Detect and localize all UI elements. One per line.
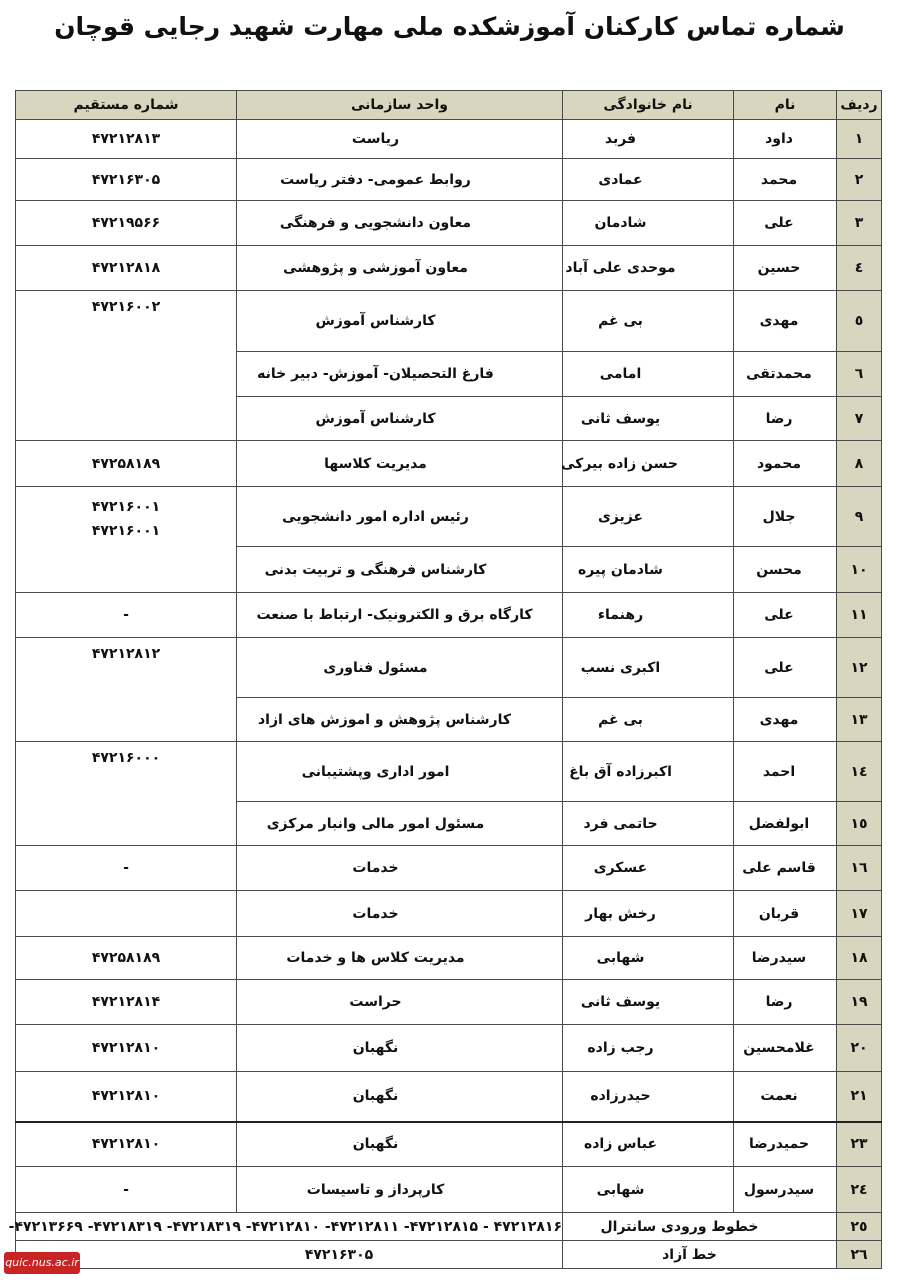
row-number: ۲ [837, 159, 882, 201]
last-name: یوسف ثانی [563, 397, 734, 441]
phone: - [16, 846, 237, 891]
last-name: شادمان [563, 201, 734, 246]
phone: ۴۷۲۱۹۵۶۶ [16, 201, 237, 246]
table-row [16, 441, 882, 487]
last-name: اکبری نسب [563, 638, 734, 698]
table-row [16, 201, 882, 246]
unit: ریاست [237, 120, 563, 159]
last-name: عمادی [563, 159, 734, 201]
row-number: ١٥ [837, 802, 882, 846]
table-row [16, 246, 882, 291]
free-line-phone: ۴۷۲۱۶۳۰۵ [16, 1241, 563, 1269]
last-name: حیدرزاده [563, 1072, 734, 1122]
table-row [16, 291, 882, 352]
first-name: محمد [734, 159, 837, 201]
table-row-free-line [16, 1241, 882, 1269]
row-number: ۱۸ [837, 937, 882, 980]
header-last-name: نام خانوادگی [563, 91, 734, 120]
phone: ۴۷۲۱۲۸۱۰ [16, 1072, 237, 1122]
row-number: ۲۱ [837, 1072, 882, 1122]
contacts-table [8, 90, 882, 1269]
header-first-name: نام [734, 91, 837, 120]
table-row [16, 1025, 882, 1072]
unit: مدیریت کلاس ها و خدمات [237, 937, 563, 980]
first-name: محمود [734, 441, 837, 487]
phone-number: ۴۷۲۱۶۰۰۱ [91, 499, 161, 515]
table-row [16, 487, 882, 547]
table-row [16, 159, 882, 201]
header-phone: شماره مستقیم [16, 91, 237, 120]
first-name: سیدرضا [734, 937, 837, 980]
last-name: شهابی [563, 937, 734, 980]
unit: کارشناس آموزش [237, 291, 563, 352]
phone: - [16, 1167, 237, 1213]
phone: ۴۷۲۱۲۸۱۸ [16, 246, 237, 291]
table-row [16, 937, 882, 980]
table-row [16, 638, 882, 698]
row-number: ١٤ [837, 742, 882, 802]
row-number: ١٦ [837, 846, 882, 891]
unit: رئیس اداره امور دانشجویی [237, 487, 563, 547]
row-number: ٥ [837, 291, 882, 352]
unit: امور اداری وپشتیبانی [237, 742, 563, 802]
table-row [16, 742, 882, 802]
unit: خدمات [237, 891, 563, 937]
first-name: سیدرسول [734, 1167, 837, 1213]
table-header-row [16, 91, 882, 120]
phone: ۴۷۲۱۲۸۱۳ [16, 120, 237, 159]
first-name: رضا [734, 980, 837, 1025]
first-name: داود [734, 120, 837, 159]
phone: ۴۷۲۱۲۸۱۰ [16, 1025, 237, 1072]
table-row [16, 1167, 882, 1213]
first-name: رضا [734, 397, 837, 441]
first-name: علی [734, 201, 837, 246]
unit: مسئول فناوری [237, 638, 563, 698]
table-row [16, 1122, 882, 1167]
first-name: علی [734, 593, 837, 638]
last-name: عسکری [563, 846, 734, 891]
row-number: ۱۰ [837, 547, 882, 593]
row-number: ۷ [837, 397, 882, 441]
unit: مسئول امور مالی وانبار مرکزی [237, 802, 563, 846]
unit: فارغ التحصیلان- آموزش- دبیر خانه [237, 352, 563, 397]
last-name: شادمان پیره [563, 547, 734, 593]
row-number: ٢٤ [837, 1167, 882, 1213]
first-name: حسین [734, 246, 837, 291]
first-name: مهدی [734, 698, 837, 742]
first-name: محمدتقی [734, 352, 837, 397]
row-number: ۱ [837, 120, 882, 159]
row-number: ۱۲ [837, 638, 882, 698]
last-name: بی غم [563, 698, 734, 742]
central-phones: ۴۷۲۱۲۸۱۶ - ۴۷۲۱۲۸۱۵- ۴۷۲۱۲۸۱۱- ۴۷۲۱۲۸۱۰- ۴۷۲۱۸۳۱۹- ۴۷۲۱۸۳۱۹- ۴۷۲۱۳۶۶۹- [16, 1213, 563, 1241]
first-name: مهدی [734, 291, 837, 352]
phone: - [16, 593, 237, 638]
last-name: موحدی علی آباد [563, 246, 734, 291]
unit: نگهبان [237, 1122, 563, 1167]
row-number: ۸ [837, 441, 882, 487]
row-number: ۲۳ [837, 1122, 882, 1167]
last-name: رهنماء [563, 593, 734, 638]
header-row-number: ردیف [837, 91, 882, 120]
first-name: محسن [734, 547, 837, 593]
last-name: یوسف ثانی [563, 980, 734, 1025]
row-number: ٢٥ [837, 1213, 882, 1241]
phone: ۴۷۲۵۸۱۸۹ [16, 441, 237, 487]
first-name: نعمت [734, 1072, 837, 1122]
unit: معاون آموزشی و پژوهشی [237, 246, 563, 291]
unit: مدیریت کلاسها [237, 441, 563, 487]
row-number: ٦ [837, 352, 882, 397]
phone: ۴۷۲۱۲۸۱۰ [16, 1122, 237, 1167]
last-name: رخش بهار [563, 891, 734, 937]
last-name: حسن زاده بیرکی [563, 441, 734, 487]
row-number: ٢٦ [837, 1241, 882, 1269]
central-label: خطوط ورودی سانترال [563, 1213, 837, 1241]
first-name: قربان [734, 891, 837, 937]
page-title: شماره تماس کارکنان آموزشکده ملی مهارت شهید رجایی قوچان [54, 12, 845, 41]
last-name: امامی [563, 352, 734, 397]
watermark-logo: quic.nus.ac.ir [4, 1252, 80, 1274]
row-number: ۱۱ [837, 593, 882, 638]
first-name: علی [734, 638, 837, 698]
unit: کارشناس آموزش [237, 397, 563, 441]
row-number: ۱۷ [837, 891, 882, 937]
table-row [16, 846, 882, 891]
last-name: رجب زاده [563, 1025, 734, 1072]
row-number: ۹ [837, 487, 882, 547]
free-line-label: خط آزاد [563, 1241, 837, 1269]
row-number: ۱۳ [837, 698, 882, 742]
phone [16, 891, 237, 937]
phone: ۴۷۲۱۶۰۰۲ [16, 291, 237, 441]
phone: ۴۷۲۱۶۰۰۰ [16, 742, 237, 846]
header-unit: واحد سازمانی [237, 91, 563, 120]
first-name: جلال [734, 487, 837, 547]
phone: ۴۷۲۱۲۸۱۲ [16, 638, 237, 742]
phone [16, 487, 237, 593]
unit: کارشناس فرهنگی و تربیت بدنی [237, 547, 563, 593]
table-row [16, 1072, 882, 1122]
first-name: احمد [734, 742, 837, 802]
first-name: قاسم علی [734, 846, 837, 891]
row-number: ٤ [837, 246, 882, 291]
row-number: ۲۰ [837, 1025, 882, 1072]
unit: نگهبان [237, 1072, 563, 1122]
phone: ۴۷۲۱۲۸۱۴ [16, 980, 237, 1025]
unit: کارپرداز و تاسیسات [237, 1167, 563, 1213]
last-name: عزیزی [563, 487, 734, 547]
last-name: حاتمی فرد [563, 802, 734, 846]
unit: کارگاه برق و الکترونیک- ارتباط با صنعت [237, 593, 563, 638]
table-row-central [16, 1213, 882, 1241]
last-name: شهابی [563, 1167, 734, 1213]
phone: ۴۷۲۵۸۱۸۹ [16, 937, 237, 980]
last-name: عباس زاده [563, 1122, 734, 1167]
first-name: غلامحسین [734, 1025, 837, 1072]
unit: کارشناس پژوهش و اموزش های ازاد [237, 698, 563, 742]
first-name: ابولفضل [734, 802, 837, 846]
last-name: فربد [563, 120, 734, 159]
phone-number: ۴۷۲۱۶۰۰۱ [91, 523, 161, 539]
row-number: ۳ [837, 201, 882, 246]
table-row [16, 980, 882, 1025]
unit: خدمات [237, 846, 563, 891]
first-name: حمیدرضا [734, 1122, 837, 1167]
last-name: اکبرزاده آق باغ [563, 742, 734, 802]
row-number: ۱۹ [837, 980, 882, 1025]
unit: روابط عمومی- دفتر ریاست [237, 159, 563, 201]
phone: ۴۷۲۱۶۳۰۵ [16, 159, 237, 201]
unit: حراست [237, 980, 563, 1025]
unit: نگهبان [237, 1025, 563, 1072]
last-name: بی غم [563, 291, 734, 352]
table-row [16, 120, 882, 159]
table-row [16, 593, 882, 638]
table-row [16, 891, 882, 937]
unit: معاون دانشجویی و فرهنگی [237, 201, 563, 246]
